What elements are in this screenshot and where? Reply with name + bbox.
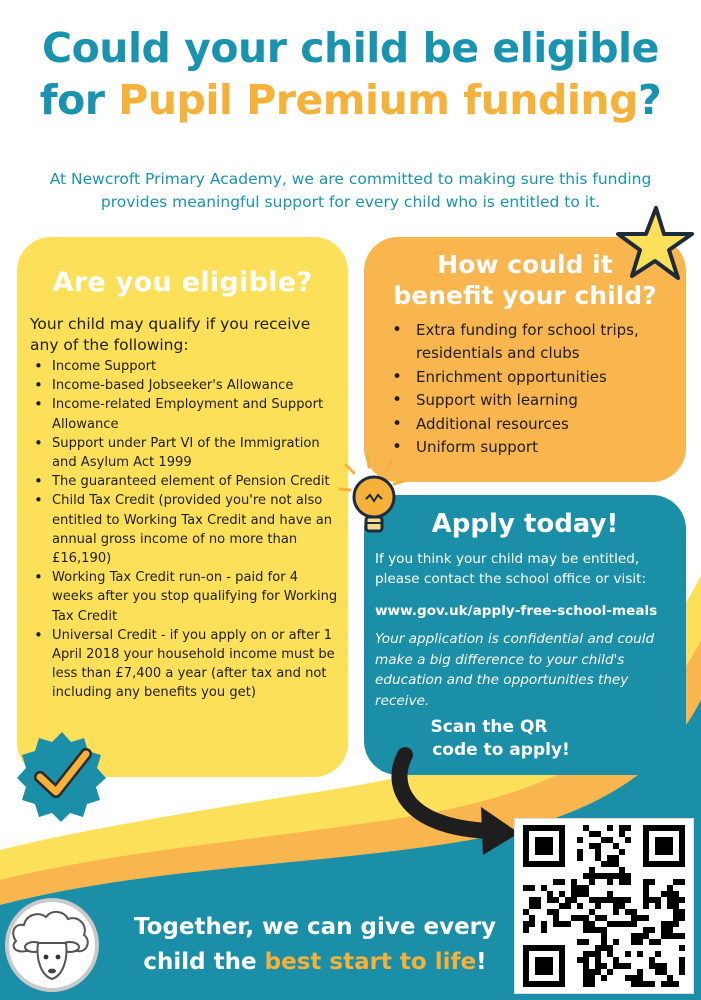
checkmark-badge-icon (16, 730, 108, 822)
list-item: • Income-related Employment and Support Allowance (30, 395, 342, 433)
footer-line-1: Together, we can give every (133, 914, 497, 940)
list-item: • The guaranteed element of Pension Credit (30, 472, 342, 491)
footer-suffix: ! (476, 949, 487, 975)
footer-line-2 (115, 945, 515, 980)
apply-text: If you think your child may be entitled, please contact the school office or visit: (375, 551, 647, 587)
list-item: • Extra funding for school trips, residentials and clubs (392, 319, 682, 366)
title-prefix: for (39, 76, 119, 124)
list-item: • Working Tax Credit run-on - paid for 4 weeks after you stop qualifying for Working Tax Credit (30, 568, 342, 626)
intro-text: At Newcroft Primary Academy, we are committed to making sure this funding provides meaningful support for every child who is entitled to it. (49, 170, 652, 211)
list-item: • Child Tax Credit (provided you're not also entitled to Working Tax Credit and have an annual gross income of no more than £16,190) (30, 491, 342, 568)
title-line-1: Could your child be eligible (42, 24, 659, 72)
footer-slogan (115, 910, 515, 980)
list-item: • Support under Part VI of the Immigration and Asylum Act 1999 (30, 434, 342, 472)
star-icon (612, 204, 696, 288)
list-item: • Universal Credit - if you apply on or after 1 April 2018 your household income must be less than £7,400 a year (after tax and not including any benefits you get) (30, 626, 342, 703)
list-item: • Income Support (30, 357, 342, 376)
footer-prefix: child the (143, 949, 265, 975)
eligibility-panel (17, 237, 348, 777)
apply-note: Your application is confidential and could make a big difference to your child's education and the opportunities they receive. (375, 631, 655, 709)
eligibility-list (30, 357, 342, 703)
eligibility-heading: Are you eligible? (52, 267, 313, 298)
apply-heading: Apply today! (431, 509, 619, 539)
apply-link[interactable]: www.gov.uk/apply-free-school-meals (375, 603, 658, 619)
list-item: • Support with learning (392, 389, 682, 412)
apply-panel (364, 495, 686, 775)
sheep-logo-icon (4, 895, 100, 993)
title-highlight: Pupil Premium funding (118, 76, 638, 124)
eligibility-lead: Your child may qualify if you receive any of the following: (30, 315, 311, 354)
title-suffix: ? (637, 76, 662, 124)
benefit-list (392, 319, 682, 459)
benefit-heading-line-1: How could it (437, 250, 613, 279)
title-line-2 (0, 74, 701, 126)
arrow-icon (385, 745, 525, 860)
page-title (0, 22, 701, 126)
scan-label-line-1: Scan the QR (430, 717, 548, 737)
list-item: • Income-based Jobseeker's Allowance (30, 376, 342, 395)
qr-code[interactable] (514, 818, 694, 994)
list-item: • Additional resources (392, 413, 682, 436)
list-item: • Enrichment opportunities (392, 366, 682, 389)
benefit-heading-line-2: benefit your child? (393, 281, 657, 310)
lightbulb-icon (338, 455, 410, 545)
footer-highlight: best start to life (264, 949, 477, 975)
scan-label-line-2: code to apply! (432, 740, 570, 760)
list-item: • Uniform support (392, 436, 682, 459)
